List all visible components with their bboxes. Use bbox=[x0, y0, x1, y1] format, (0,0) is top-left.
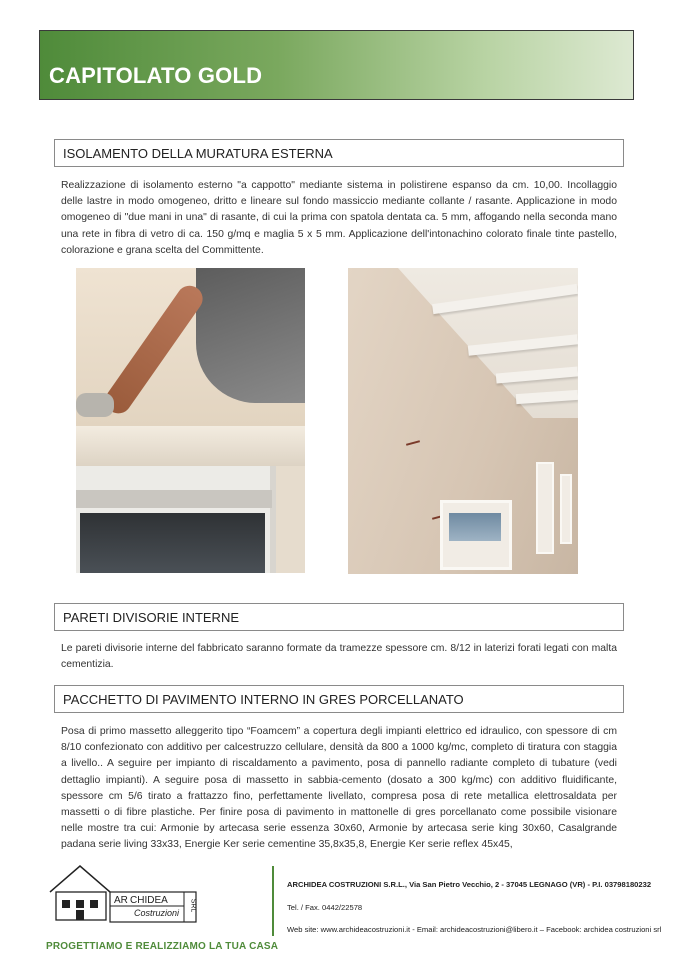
logo-text-chidea: CHIDEA bbox=[130, 895, 168, 906]
photo-plastering-worker bbox=[76, 268, 305, 573]
section-heading-pareti bbox=[54, 603, 624, 631]
footer-divider bbox=[272, 866, 274, 936]
company-slogan: PROGETTIAMO E REALIZZIAMO LA TUA CASA bbox=[46, 941, 279, 952]
footer-phone: Tel. / Fax. 0442/22578 bbox=[287, 903, 363, 912]
footer-company-address: ARCHIDEA COSTRUZIONI S.R.L., Via San Pietro Vecchio, 2 - 37045 LEGNAGO (VR) - P.I. 03798180232 bbox=[287, 880, 652, 889]
logo-text-costruzioni: Costruzioni bbox=[134, 908, 180, 918]
header-banner bbox=[39, 30, 634, 100]
footer-web-email: Web site: www.archideacostruzioni.it - Email: archideacostruzioni@libero.it – Facebook: archidea costruzioni srl bbox=[287, 925, 662, 934]
logo-text-ar: AR bbox=[114, 895, 128, 906]
page-title: CAPITOLATO GOLD bbox=[49, 63, 263, 88]
photo-finished-facade bbox=[348, 268, 578, 574]
section-heading-label: PARETI DIVISORIE INTERNE bbox=[63, 610, 240, 625]
section-text-isolamento: Realizzazione di isolamento esterno "a cappotto" mediante sistema in polistirene espanso da cm. 10,00. Incollaggio delle lastre in modo omogeneo, dritto e lineare sul fondo massiccio mediante collante / rasante. Applicazione in modo omogeneo di "due mani in una" di rasante, di cui la prima con spatola dentata ca. 5 mm, affogando nella seconda mano una rete in fibra di vetro di ca. 150 g/mq e maglia 5 x 5 mm. Applicazione dell'intonachino colorato finale tinte pastello, colorazione e grana scelta del Committente. bbox=[61, 180, 617, 256]
section-heading-isolamento bbox=[54, 139, 624, 167]
company-logo bbox=[46, 862, 216, 930]
section-text-pareti: Le pareti divisorie interne del fabbricato saranno formate da tramezze spessore cm. 8/12 in laterizi forati legati con malta cementizia. bbox=[61, 643, 617, 671]
section-text-pavimento: Posa di primo massetto alleggerito tipo “Foamcem” a copertura degli impianti elettrico ed idraulico, con spessore di cm 8/10 confezionato con additivo per calcestruzzo cellulare, densità da 800 a 1000 kg/mc, completo di tiratura con staggia a livello.. A seguire per impianto di riscaldamento a pavimento, posa di pannello radiante completo di tubature (vedi dettaglio impianti). A seguire posa di massetto in sabbia-cemento (dosato a 300 kg/mc) con additivo fluidificante, spessore cm 5/6 tirato a frattazzo fino, perfettamente livellato, compresa posa di rete metallica elettrosaldata per massetti o di fibre plastiche. Per finire posa di pavimento in mattonelle di gres porcellanato come possibile visionare nelle mostre tra cui: Armonie by artecasa serie essenza 30x60, Armonie by artecasa serie king 30x60, Casalgrande padana serie living 33x33, Energie Ker serie cementine 35,8x35,8, Energie Ker serie reflex 45x45, bbox=[61, 726, 617, 851]
section-heading-pavimento bbox=[54, 685, 624, 713]
section-heading-label: PACCHETTO DI PAVIMENTO INTERNO IN GRES PORCELLANATO bbox=[63, 692, 464, 707]
logo-text-srl: SRL bbox=[189, 898, 197, 913]
section-heading-label: ISOLAMENTO DELLA MURATURA ESTERNA bbox=[63, 146, 333, 161]
